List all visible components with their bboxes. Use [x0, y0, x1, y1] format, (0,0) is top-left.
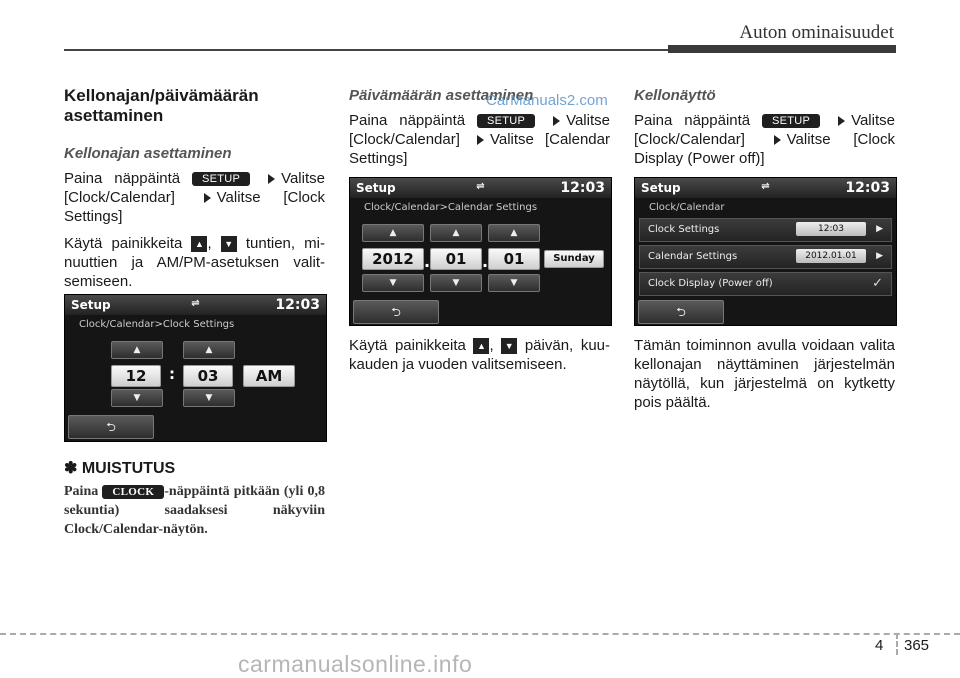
day-value: 01: [488, 248, 540, 270]
menu-clock-settings[interactable]: Clock Settings 12:03 ▶: [639, 218, 892, 242]
column-clock-display: [634, 86, 895, 176]
main-heading: Kellonajan/päivämäärän asettaminen: [64, 86, 259, 125]
menu-clock-display[interactable]: Clock Display (Power off) ✓: [639, 272, 892, 296]
section-title: Auton ominaisuudet: [739, 22, 894, 43]
description-paragraph: Tämän toiminnon avulla voidaan valita kellonajan näyttäminen järjestelmän näytöllä, kun järjestelmä on kytketty pois päältä.: [634, 337, 895, 411]
back-button[interactable]: ⮌: [353, 300, 439, 324]
instruction-paragraph: Paina näppäintä SETUP Valitse [Clock/Calendar] Valitse [Calendar Settings]: [349, 112, 610, 167]
year-up-button[interactable]: ▲: [362, 224, 424, 242]
instruction-paragraph: Paina näppäintä SETUP Valitse [Clock/Calendar] Valitse [Clock Settings]: [64, 170, 325, 225]
minute-up-button[interactable]: ▲: [183, 341, 235, 359]
down-arrow-icon: ▼: [501, 338, 517, 354]
watermark-top: CarManuals2.com: [486, 92, 608, 109]
instruction-paragraph: Käytä painikkeita ▲ , ▼ päivän, kuukauden ja vuoden valitsemiseen.: [349, 337, 610, 373]
clock-display-description: [634, 336, 895, 420]
hour-value: 12: [111, 365, 161, 387]
date-instruction: [349, 336, 610, 382]
instruction-paragraph: Paina näppäintä SETUP Valitse [Clock/Calendar] Valitse [Clock Display (Power off)]: [634, 112, 895, 167]
note-text: Paina CLOCK -näppäintä pitkään (yli 0,8 sekuntia) saadaksesi näkyviin Clock/Calendar-näytön.: [64, 484, 326, 537]
subheading-date: Päivämäärän asettaminen: [349, 87, 534, 104]
day-up-button[interactable]: ▲: [488, 224, 540, 242]
usb-icon: ⇌: [476, 181, 485, 192]
weekday-value: Sunday: [544, 250, 604, 268]
chevron-right-icon: ▶: [876, 224, 883, 234]
screen-title-bar: Setup ⇌ 12:03: [350, 178, 611, 198]
back-button[interactable]: ⮌: [68, 415, 154, 439]
column-clock-setting: [64, 86, 325, 299]
screen-title-bar: Setup ⇌ 12:03: [635, 178, 896, 198]
chapter-number: 4: [875, 637, 884, 654]
clock-settings-screen: [64, 294, 327, 442]
note-heading: ✽ MUISTUTUS: [64, 460, 176, 477]
arrow-right-icon: [477, 135, 484, 145]
minute-down-button[interactable]: ▼: [183, 389, 235, 407]
chevron-right-icon: ▶: [876, 251, 883, 261]
arrow-right-icon: [774, 135, 781, 145]
calendar-settings-screen: [349, 177, 612, 326]
screen-title-bar: Setup ⇌ 12:03: [65, 295, 326, 315]
up-arrow-icon: ▲: [473, 338, 489, 354]
screen-breadcrumb: Clock/Calendar: [649, 202, 725, 213]
footer-rule: [0, 633, 960, 635]
menu-calendar-settings[interactable]: Calendar Settings 2012.01.01 ▶: [639, 245, 892, 269]
setup-key-icon: SETUP: [762, 114, 820, 128]
header-rule: [64, 49, 668, 51]
subheading-clock-display: Kellonäyttö: [634, 87, 716, 104]
arrow-right-icon: [268, 174, 275, 184]
checkmark-icon: ✓: [872, 276, 883, 291]
usb-icon: ⇌: [191, 298, 200, 309]
up-arrow-icon: ▲: [191, 236, 207, 252]
arrow-right-icon: [553, 116, 560, 126]
subheading-clock: Kellonajan asettaminen: [64, 145, 232, 162]
usb-icon: ⇌: [761, 181, 770, 192]
clock-value: 12:03: [796, 222, 866, 236]
arrow-right-icon: [838, 116, 845, 126]
month-value: 01: [430, 248, 482, 270]
instruction-paragraph: Käytä painikkeita ▲ , ▼ tuntien, minuuttien ja AM/PM-asetuksen valitsemiseen.: [64, 235, 325, 290]
setup-key-icon: SETUP: [477, 114, 535, 128]
time-colon: :: [169, 365, 175, 383]
minute-value: 03: [183, 365, 233, 387]
down-arrow-icon: ▼: [221, 236, 237, 252]
footer-separator: [896, 633, 898, 655]
header-bar: [668, 45, 896, 53]
month-down-button[interactable]: ▼: [430, 274, 482, 292]
year-down-button[interactable]: ▼: [362, 274, 424, 292]
date-dot: .: [482, 252, 489, 271]
ampm-toggle[interactable]: AM: [243, 365, 295, 387]
clock-calendar-screen: [634, 177, 897, 326]
back-button[interactable]: ⮌: [638, 300, 724, 324]
setup-key-icon: SETUP: [192, 172, 250, 186]
screen-breadcrumb: Clock/Calendar>Clock Settings: [79, 319, 235, 330]
month-up-button[interactable]: ▲: [430, 224, 482, 242]
hour-up-button[interactable]: ▲: [111, 341, 163, 359]
screen-breadcrumb: Clock/Calendar>Calendar Settings: [364, 202, 538, 213]
page-number: 365: [904, 637, 930, 654]
year-value: 2012: [362, 248, 424, 270]
clock-key-icon: CLOCK: [102, 485, 164, 499]
day-down-button[interactable]: ▼: [488, 274, 540, 292]
hour-down-button[interactable]: ▼: [111, 389, 163, 407]
arrow-right-icon: [204, 193, 211, 203]
date-dot: .: [424, 252, 431, 271]
calendar-value: 2012.01.01: [796, 249, 866, 263]
watermark-bottom: carmanualsonline.info: [238, 651, 473, 677]
